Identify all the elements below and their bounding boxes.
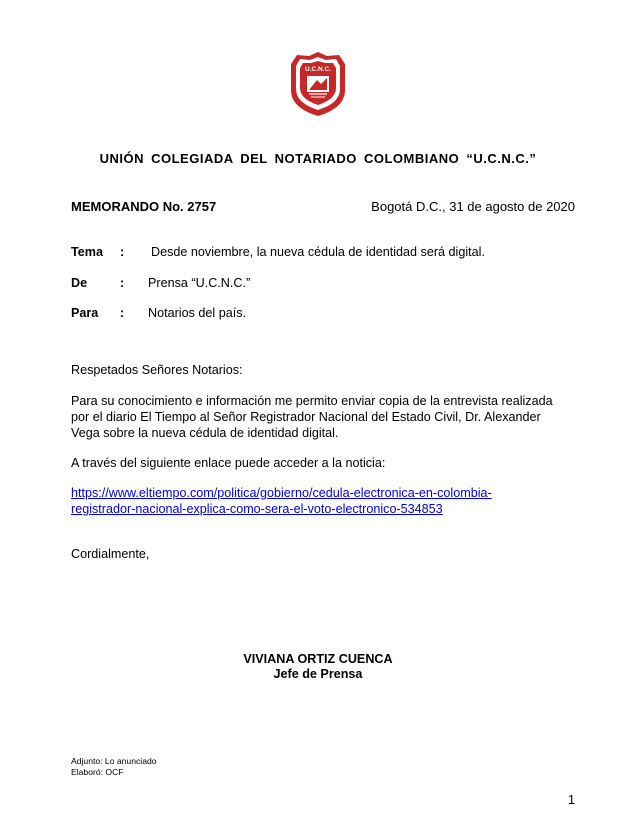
- body-paragraph-1: [71, 393, 579, 441]
- paragraph-line: por el diario El Tiempo al Señor Registrador Nacional del Estado Civil, Dr. Alexander: [71, 410, 541, 424]
- footer-notes: [71, 756, 157, 778]
- memo-number: MEMORANDO No. 2757: [71, 199, 217, 214]
- signature-name: VIVIANA ORTIZ CUENCA: [243, 652, 393, 666]
- signature-title: Jefe de Prensa: [273, 667, 363, 681]
- organization-title: UNIÓN COLEGIADA DEL NOTARIADO COLOMBIANO “U.C.N.C.”: [99, 151, 537, 166]
- news-link[interactable]: [71, 485, 579, 517]
- attachment-note: Adjunto: Lo anunciado: [71, 756, 157, 766]
- paragraph-line: Para su conocimiento e información me permito enviar copia de la entrevista realizada: [71, 394, 553, 408]
- logo-text: U.C.N.C.: [305, 66, 331, 73]
- field-colon: :: [120, 306, 125, 320]
- closing: Cordialmente,: [71, 547, 150, 561]
- field-value: Desde noviembre, la nueva cédula de identidad será digital.: [151, 245, 485, 259]
- field-label: De: [71, 276, 88, 290]
- field-label: Para: [71, 306, 99, 320]
- paragraph-line: Vega sobre la nueva cédula de identidad digital.: [71, 426, 339, 440]
- page-number: 1: [568, 793, 575, 807]
- field-colon: :: [120, 245, 125, 259]
- prepared-by-note: Elaboró: OCF: [71, 767, 124, 777]
- field-label: Tema: [71, 245, 103, 259]
- memo-date: Bogotá D.C., 31 de agosto de 2020: [371, 199, 575, 214]
- salutation: Respetados Señores Notarios:: [71, 363, 243, 377]
- body-paragraph-2: A través del siguiente enlace puede acceder a la noticia:: [71, 456, 386, 470]
- ucnc-logo: [287, 50, 349, 118]
- field-colon: :: [120, 276, 125, 290]
- field-value: Prensa “U.C.N.C.”: [148, 276, 251, 290]
- news-link-line[interactable]: registrador-nacional-explica-como-sera-el-voto-electronico-534853: [71, 502, 443, 516]
- news-link-line[interactable]: https://www.eltiempo.com/politica/gobierno/cedula-electronica-en-colombia-: [71, 486, 492, 500]
- field-value: Notarios del país.: [148, 306, 247, 320]
